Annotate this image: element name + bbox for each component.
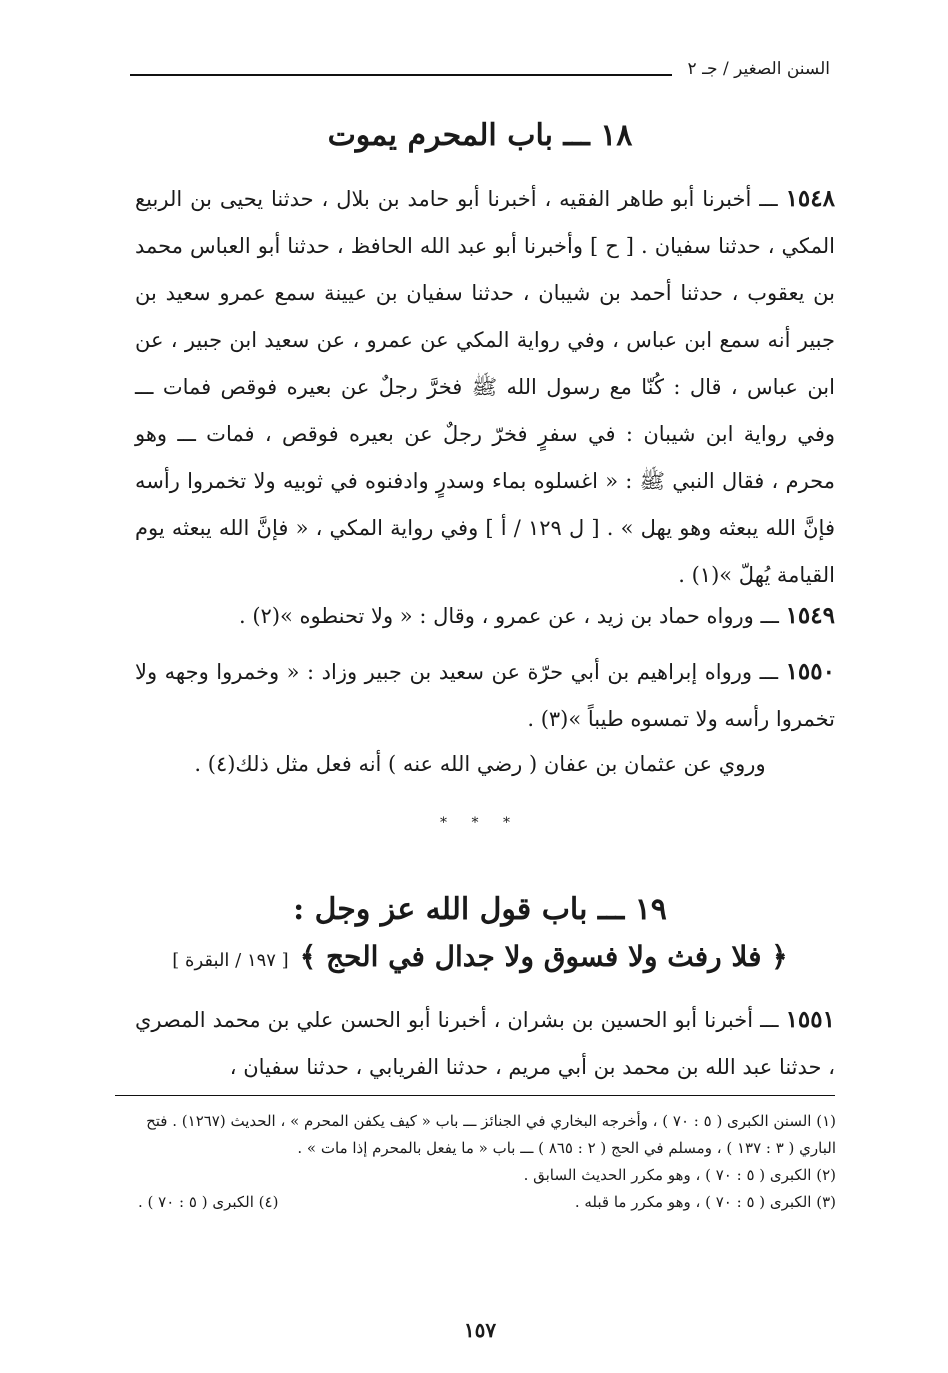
running-header	[130, 58, 830, 80]
hadith-number: ١٥٥١	[785, 1006, 835, 1033]
footnote-row	[138, 1189, 836, 1216]
footnote-4: (٤) الكبرى ( ٥ : ٧٠ ) .	[138, 1193, 279, 1211]
hadith-number: ١٥٤٩	[785, 602, 835, 629]
footnote-3: (٣) الكبرى ( ٥ : ٧٠ ) ، وهو مكرر ما قبله .	[574, 1193, 836, 1211]
hadith-1549	[135, 592, 835, 640]
footnote-2: (٢) الكبرى ( ٥ : ٧٠ ) ، وهو مكرر الحديث السابق .	[523, 1166, 836, 1184]
hadith-1548	[135, 175, 835, 599]
hadith-text: ـــ أخبرنا أبو طاهر الفقيه ، أخبرنا أبو حامد بن بلال ، حدثنا يحيى بن الربيع المكي ، حدثنا سفيان . [ ح ] وأخبرنا أبو عبد الله الحافظ ، حدثنا أبو العباس محمد بن يعقوب ، حدثنا أحمد بن شيبان ، حدثنا سفيان بن عيينة سمع عمرو سعيد بن جبير أنه سمع ابن عباس ، وفي رواية المكي عن عمرو ، عن سعيد ابن جبير ، عن ابن عباس ، قال : كُنّا مع رسول الله ﷺ فخرَّ رجلٌ عن بعيره فوقص فمات ـــ وفي رواية ابن شيبان : في سفرٍ فخرّ رجلٌ عن بعيره فوقص ، فمات ـــ وهو محرم ، فقال النبي ﷺ : « اغسلوه بماء وسدرٍ وادفنوه في ثوبيه ولا تخمروا رأسه فإنَّ الله يبعثه وهو يهل » . [ ل ١٢٩ / أ ] وفي رواية المكي ، « فإنَّ الله يبعثه يوم القيامة يُهلّ »(١) .	[135, 187, 835, 587]
hadith-number: ١٥٤٨	[785, 185, 835, 212]
hadith-text: ـــ ورواه حماد بن زيد ، عن عمرو ، وقال : « ولا تحنطوه »(٢) .	[238, 604, 786, 628]
hadith-number: ١٥٥٠	[785, 658, 835, 685]
running-header-title: السنن الصغير / جـ ٢	[687, 59, 830, 79]
section-separator: * * *	[440, 815, 520, 831]
footnote-rule	[115, 1095, 835, 1096]
chapter-heading-19: ١٩ ـــ باب قول الله عز وجل :	[293, 892, 667, 927]
quran-verse-reference: [ ١٩٧ / البقرة ]	[172, 950, 289, 971]
hadith-1551	[135, 996, 835, 1091]
uthman-note: وروي عن عثمان بن عفان ( رضي الله عنه ) أنه فعل مثل ذلك(٤) .	[194, 752, 766, 776]
footnotes	[138, 1108, 836, 1216]
hadith-1550	[135, 648, 835, 743]
page-number: ١٥٧	[463, 1318, 497, 1342]
header-rule	[130, 74, 672, 76]
quran-verse: ﴿ فلا رفث ولا فسوق ولا جدال في الحج ﴾	[299, 940, 788, 973]
footnote-1: (١) السنن الكبرى ( ٥ : ٧٠ ) ، وأخرجه البخاري في الجنائز ـــ باب « كيف يكفن المحرم » ، الحديث (١٢٦٧) . فتح الباري ( ٣ : ١٣٧ ) ، ومسلم في الحج ( ٢ : ٨٦٥ ) ـــ باب « ما يفعل بالمحرم إذا مات » .	[146, 1112, 836, 1157]
chapter-heading-18: ١٨ ـــ باب المحرم يموت	[327, 118, 633, 153]
hadith-text: ـــ ورواه إبراهيم بن أبي حرّة عن سعيد بن جبير وزاد : « وخمروا وجهه ولا تخمروا رأسه ولا تمسوه طيباً »(٣) .	[135, 660, 835, 731]
hadith-text: ـــ أخبرنا أبو الحسين بن بشران ، أخبرنا أبو الحسن علي بن محمد المصري ، حدثنا عبد الله بن محمد بن أبي مريم ، حدثنا الفريابي ، حدثنا سفيان ،	[135, 1008, 835, 1079]
quran-verse-line	[130, 940, 830, 973]
